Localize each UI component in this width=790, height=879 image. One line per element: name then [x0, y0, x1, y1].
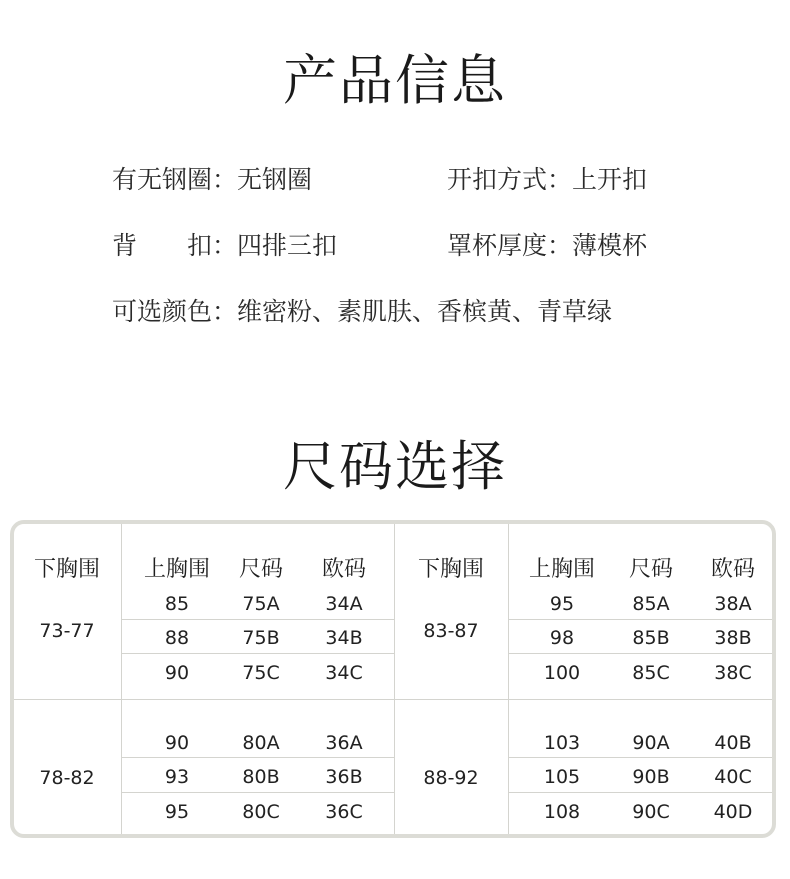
size-table-cell: 93 [164, 766, 190, 788]
table-divider [121, 653, 394, 654]
info-value: 四排三扣 [237, 231, 338, 260]
column-header: 上胸围 [528, 557, 595, 582]
size-table-cell: 75A [242, 593, 280, 615]
column-header: 尺码 [238, 557, 283, 582]
size-table-cell: 80A [242, 732, 280, 754]
size-table-cell: 88 [164, 627, 190, 649]
size-table-cell: 38B [714, 627, 752, 649]
size-table-cell: 75B [242, 627, 280, 649]
size-table-cell: 90A [632, 732, 670, 754]
column-header: 上胸围 [143, 557, 210, 582]
size-table-cell: 95 [549, 593, 575, 615]
info-label: 背 扣： [112, 231, 238, 260]
column-header: 下胸围 [417, 557, 484, 582]
size-table [10, 520, 776, 838]
size-table-cell: 34A [325, 593, 363, 615]
size-table-cell: 36C [325, 801, 363, 823]
size-table-cell: 38C [714, 662, 752, 684]
size-selection-title: 尺码选择 [283, 435, 507, 498]
info-label: 罩杯厚度： [447, 231, 573, 260]
info-label: 开扣方式： [447, 165, 573, 194]
band-range-cell: 88-92 [423, 767, 479, 789]
size-table-cell: 80C [242, 801, 280, 823]
info-label: 有无钢圈： [112, 165, 238, 194]
size-table-cell: 108 [543, 801, 581, 823]
band-range-cell: 83-87 [423, 620, 479, 642]
size-table-cell: 34C [325, 662, 363, 684]
info-item-hooks [112, 226, 337, 262]
size-table-cell: 36A [325, 732, 363, 754]
size-table-cell: 36B [325, 766, 363, 788]
size-table-cell: 75C [242, 662, 280, 684]
size-table-cell: 103 [543, 732, 581, 754]
table-divider [508, 792, 772, 793]
size-table-cell: 34B [325, 627, 363, 649]
column-header: 欧码 [321, 557, 366, 582]
column-header: 下胸围 [33, 557, 100, 582]
size-table-cell: 90 [164, 732, 190, 754]
size-table-cell: 85 [164, 593, 190, 615]
size-table-cell: 98 [549, 627, 575, 649]
size-table-cell: 40B [714, 732, 752, 754]
table-divider [121, 619, 394, 620]
size-table-cell: 40C [714, 766, 752, 788]
info-value: 上开扣 [572, 165, 648, 194]
size-table-cell: 80B [242, 766, 280, 788]
info-value: 无钢圈 [237, 165, 313, 194]
info-value: 薄模杯 [572, 231, 648, 260]
table-divider [121, 757, 394, 758]
column-header: 欧码 [710, 557, 755, 582]
band-range-cell: 73-77 [39, 620, 95, 642]
table-divider [508, 653, 772, 654]
size-table-cell: 40D [713, 801, 753, 823]
size-table-cell: 38A [714, 593, 752, 615]
column-header: 尺码 [628, 557, 673, 582]
size-table-cell: 100 [543, 662, 581, 684]
size-table-cell: 90 [164, 662, 190, 684]
size-table-cell: 105 [543, 766, 581, 788]
table-divider [508, 619, 772, 620]
size-table-cell: 85C [632, 662, 670, 684]
table-divider [121, 792, 394, 793]
size-table-cell: 90B [632, 766, 670, 788]
size-table-cell: 90C [632, 801, 670, 823]
info-item-colors [112, 292, 612, 328]
size-table-cell: 85B [632, 627, 670, 649]
table-divider [508, 757, 772, 758]
table-divider [14, 699, 772, 700]
product-info-title: 产品信息 [283, 49, 507, 112]
info-item-cup-thickness [447, 226, 647, 262]
info-value: 维密粉、素肌肤、香槟黄、青草绿 [237, 297, 613, 326]
info-label: 可选颜色： [112, 297, 238, 326]
info-item-underwire [112, 160, 312, 196]
size-table-cell: 85A [632, 593, 670, 615]
size-table-cell: 95 [164, 801, 190, 823]
info-item-closure [447, 160, 647, 196]
band-range-cell: 78-82 [39, 767, 95, 789]
